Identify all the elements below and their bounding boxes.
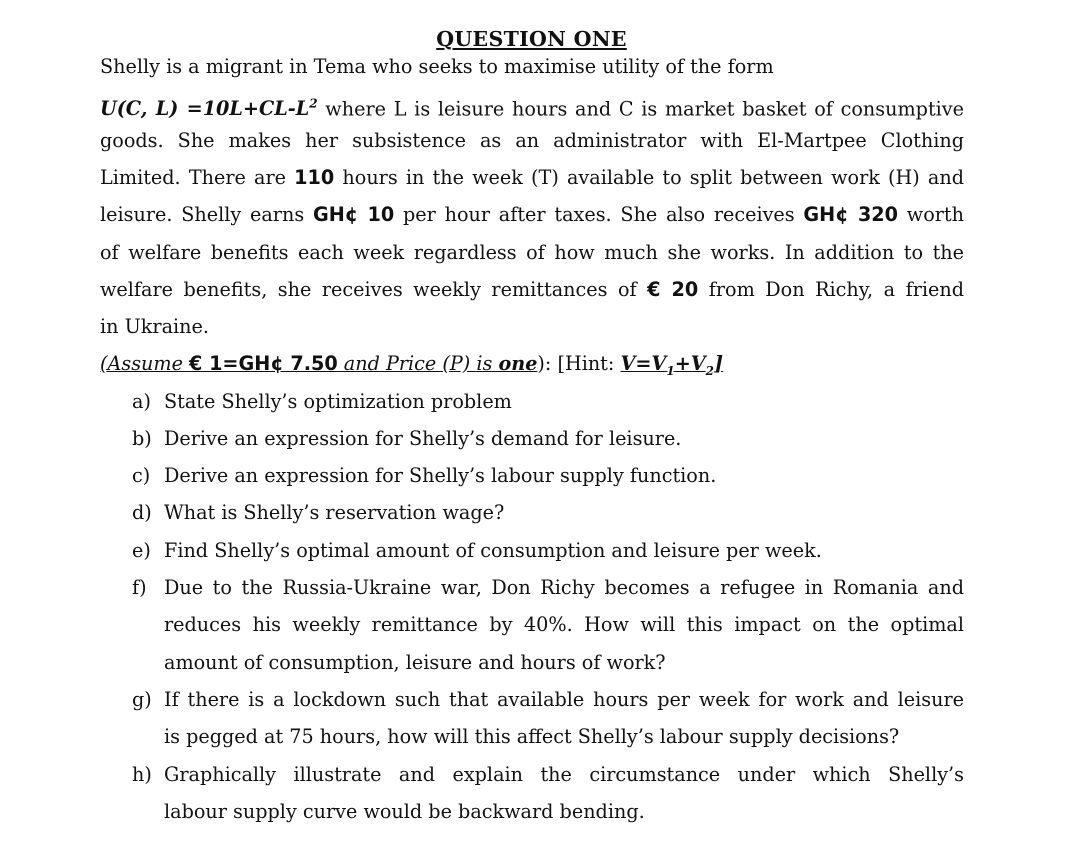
intro-line-4: Limited. There are 110 hours in the week (T) available to split between work (H) and (100, 166, 964, 189)
remittance-amount: € 20 (647, 278, 699, 301)
intro-line-2: U(C, $L) =10L+CL-L^2$ where L is leisure hours and C is market basket of consumptive (100, 97, 964, 121)
welfare-benefit: GH¢ 320 (803, 203, 898, 226)
assumption-line: (Assume € 1=GH¢ 7.50 and Price (P) is one): [Hint: $V=V_1+V_2$] (100, 352, 724, 378)
intro-line-7: welfare benefits, she receives weekly remittances of € 20 from Don Richy, a friend (100, 278, 965, 301)
question-item-f-cont-1: reduces his weekly remittance by 40%. How will this impact on the optimal (164, 613, 964, 636)
total-hours: 110 (294, 166, 335, 189)
intro-line-5: leisure. Shelly earns GH¢ 10 per hour after taxes. She also receives GH¢ 320 worth (100, 203, 965, 226)
intro-line-6: of welfare benefits each week regardless of how much she works. In addition to the (100, 241, 964, 264)
utility-formula: U(C, $L) =10L+CL-L^2$ (100, 97, 318, 121)
question-item-f-cont-2: amount of consumption, leisure and hours of work? (164, 651, 666, 674)
hourly-wage: GH¢ 10 (312, 203, 395, 226)
hint-formula: $V=V_1+V_2$] (620, 352, 724, 378)
exchange-rate: € 1=GH¢ 7.50 (189, 352, 338, 375)
question-item-g-cont-1: is pegged at 75 hours, how will this affect Shelly’s labour supply decisions? (164, 725, 900, 748)
question-item-h-cont-1: labour supply curve would be backward bending. (164, 800, 645, 823)
intro-line-8: in Ukraine. (100, 315, 209, 338)
intro-line-1: Shelly is a migrant in Tema who seeks to maximise utility of the form (100, 55, 774, 78)
question-title: QUESTION ONE (436, 27, 627, 51)
intro-line-3: goods. She makes her subsistence as an administrator with El-Martpee Clothing (100, 129, 964, 152)
